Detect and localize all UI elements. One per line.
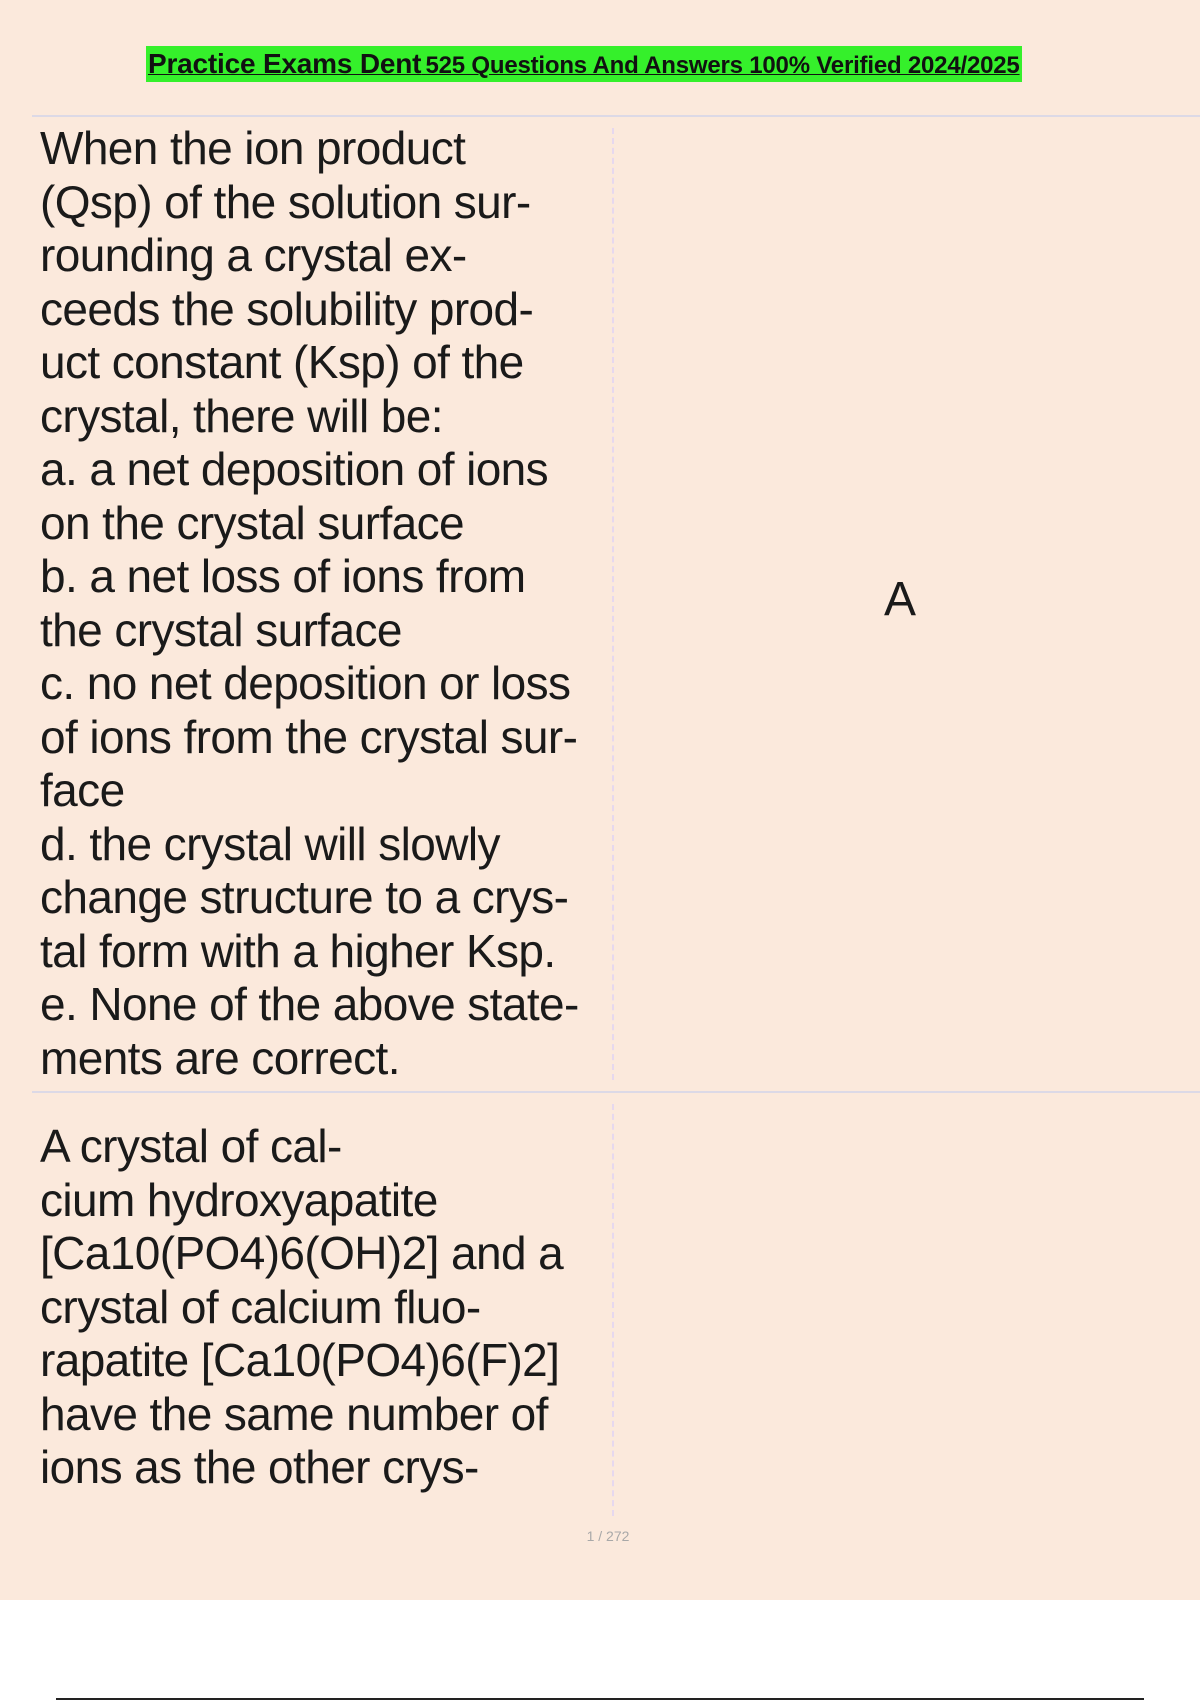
question-1-line: When the ion product bbox=[40, 122, 466, 174]
question-1-line: of ions from the crystal sur- bbox=[40, 710, 578, 763]
card-divider-top bbox=[32, 115, 1200, 117]
flashcard-answer-1: A bbox=[884, 573, 917, 626]
question-1-line: ments are correct. bbox=[40, 1031, 400, 1084]
header-title-part1: Practice Exams Dent bbox=[148, 48, 422, 79]
question-2-line: A crystal of cal- bbox=[40, 1120, 342, 1172]
question-1-option-c: c. no net deposition or loss bbox=[40, 657, 571, 709]
question-1-line: the crystal surface bbox=[40, 603, 402, 656]
column-divider bbox=[612, 128, 614, 1080]
question-1-option-d: d. the crystal will slowly bbox=[40, 817, 500, 870]
document-header-title bbox=[146, 46, 1022, 82]
question-1-line: uct constant (Ksp) of the bbox=[40, 336, 524, 388]
question-1-option-e: e. None of the above state- bbox=[40, 978, 579, 1030]
question-1-line: face bbox=[40, 764, 125, 816]
card-divider-middle bbox=[32, 1091, 1200, 1093]
question-1-line: on the crystal surface bbox=[40, 496, 465, 549]
question-1-line: rounding a crystal ex- bbox=[40, 229, 467, 281]
page-number: 1 / 272 bbox=[586, 1528, 630, 1544]
header-title-part2: 525 Questions And Answers 100% Verified 2024/2025 bbox=[425, 52, 1020, 79]
column-divider bbox=[612, 1104, 614, 1516]
question-1-line: (Qsp) of the solution sur- bbox=[40, 175, 531, 228]
question-2-line: [Ca10(PO4)6(OH)2] and a bbox=[40, 1227, 564, 1279]
question-2-line: cium hydroxyapatite bbox=[40, 1173, 438, 1226]
flashcard-question-1 bbox=[40, 122, 620, 1085]
question-2-line: crystal of calcium fluo- bbox=[40, 1280, 481, 1333]
question-1-option-a: a. a net deposition of ions bbox=[40, 443, 549, 495]
question-1-option-b: b. a net loss of ions from bbox=[40, 550, 526, 602]
flashcard-question-2 bbox=[40, 1120, 620, 1495]
question-2-line: have the same number of bbox=[40, 1387, 548, 1440]
question-1-line: change structure to a crys- bbox=[40, 871, 569, 923]
question-1-line: ceeds the solubility prod- bbox=[40, 282, 534, 335]
question-1-line: crystal, there will be: bbox=[40, 389, 443, 442]
question-2-line: ions as the other crys- bbox=[40, 1441, 479, 1493]
question-2-line: rapatite [Ca10(PO4)6(F)2] bbox=[40, 1334, 560, 1386]
question-1-line: tal form with a higher Ksp. bbox=[40, 924, 556, 977]
